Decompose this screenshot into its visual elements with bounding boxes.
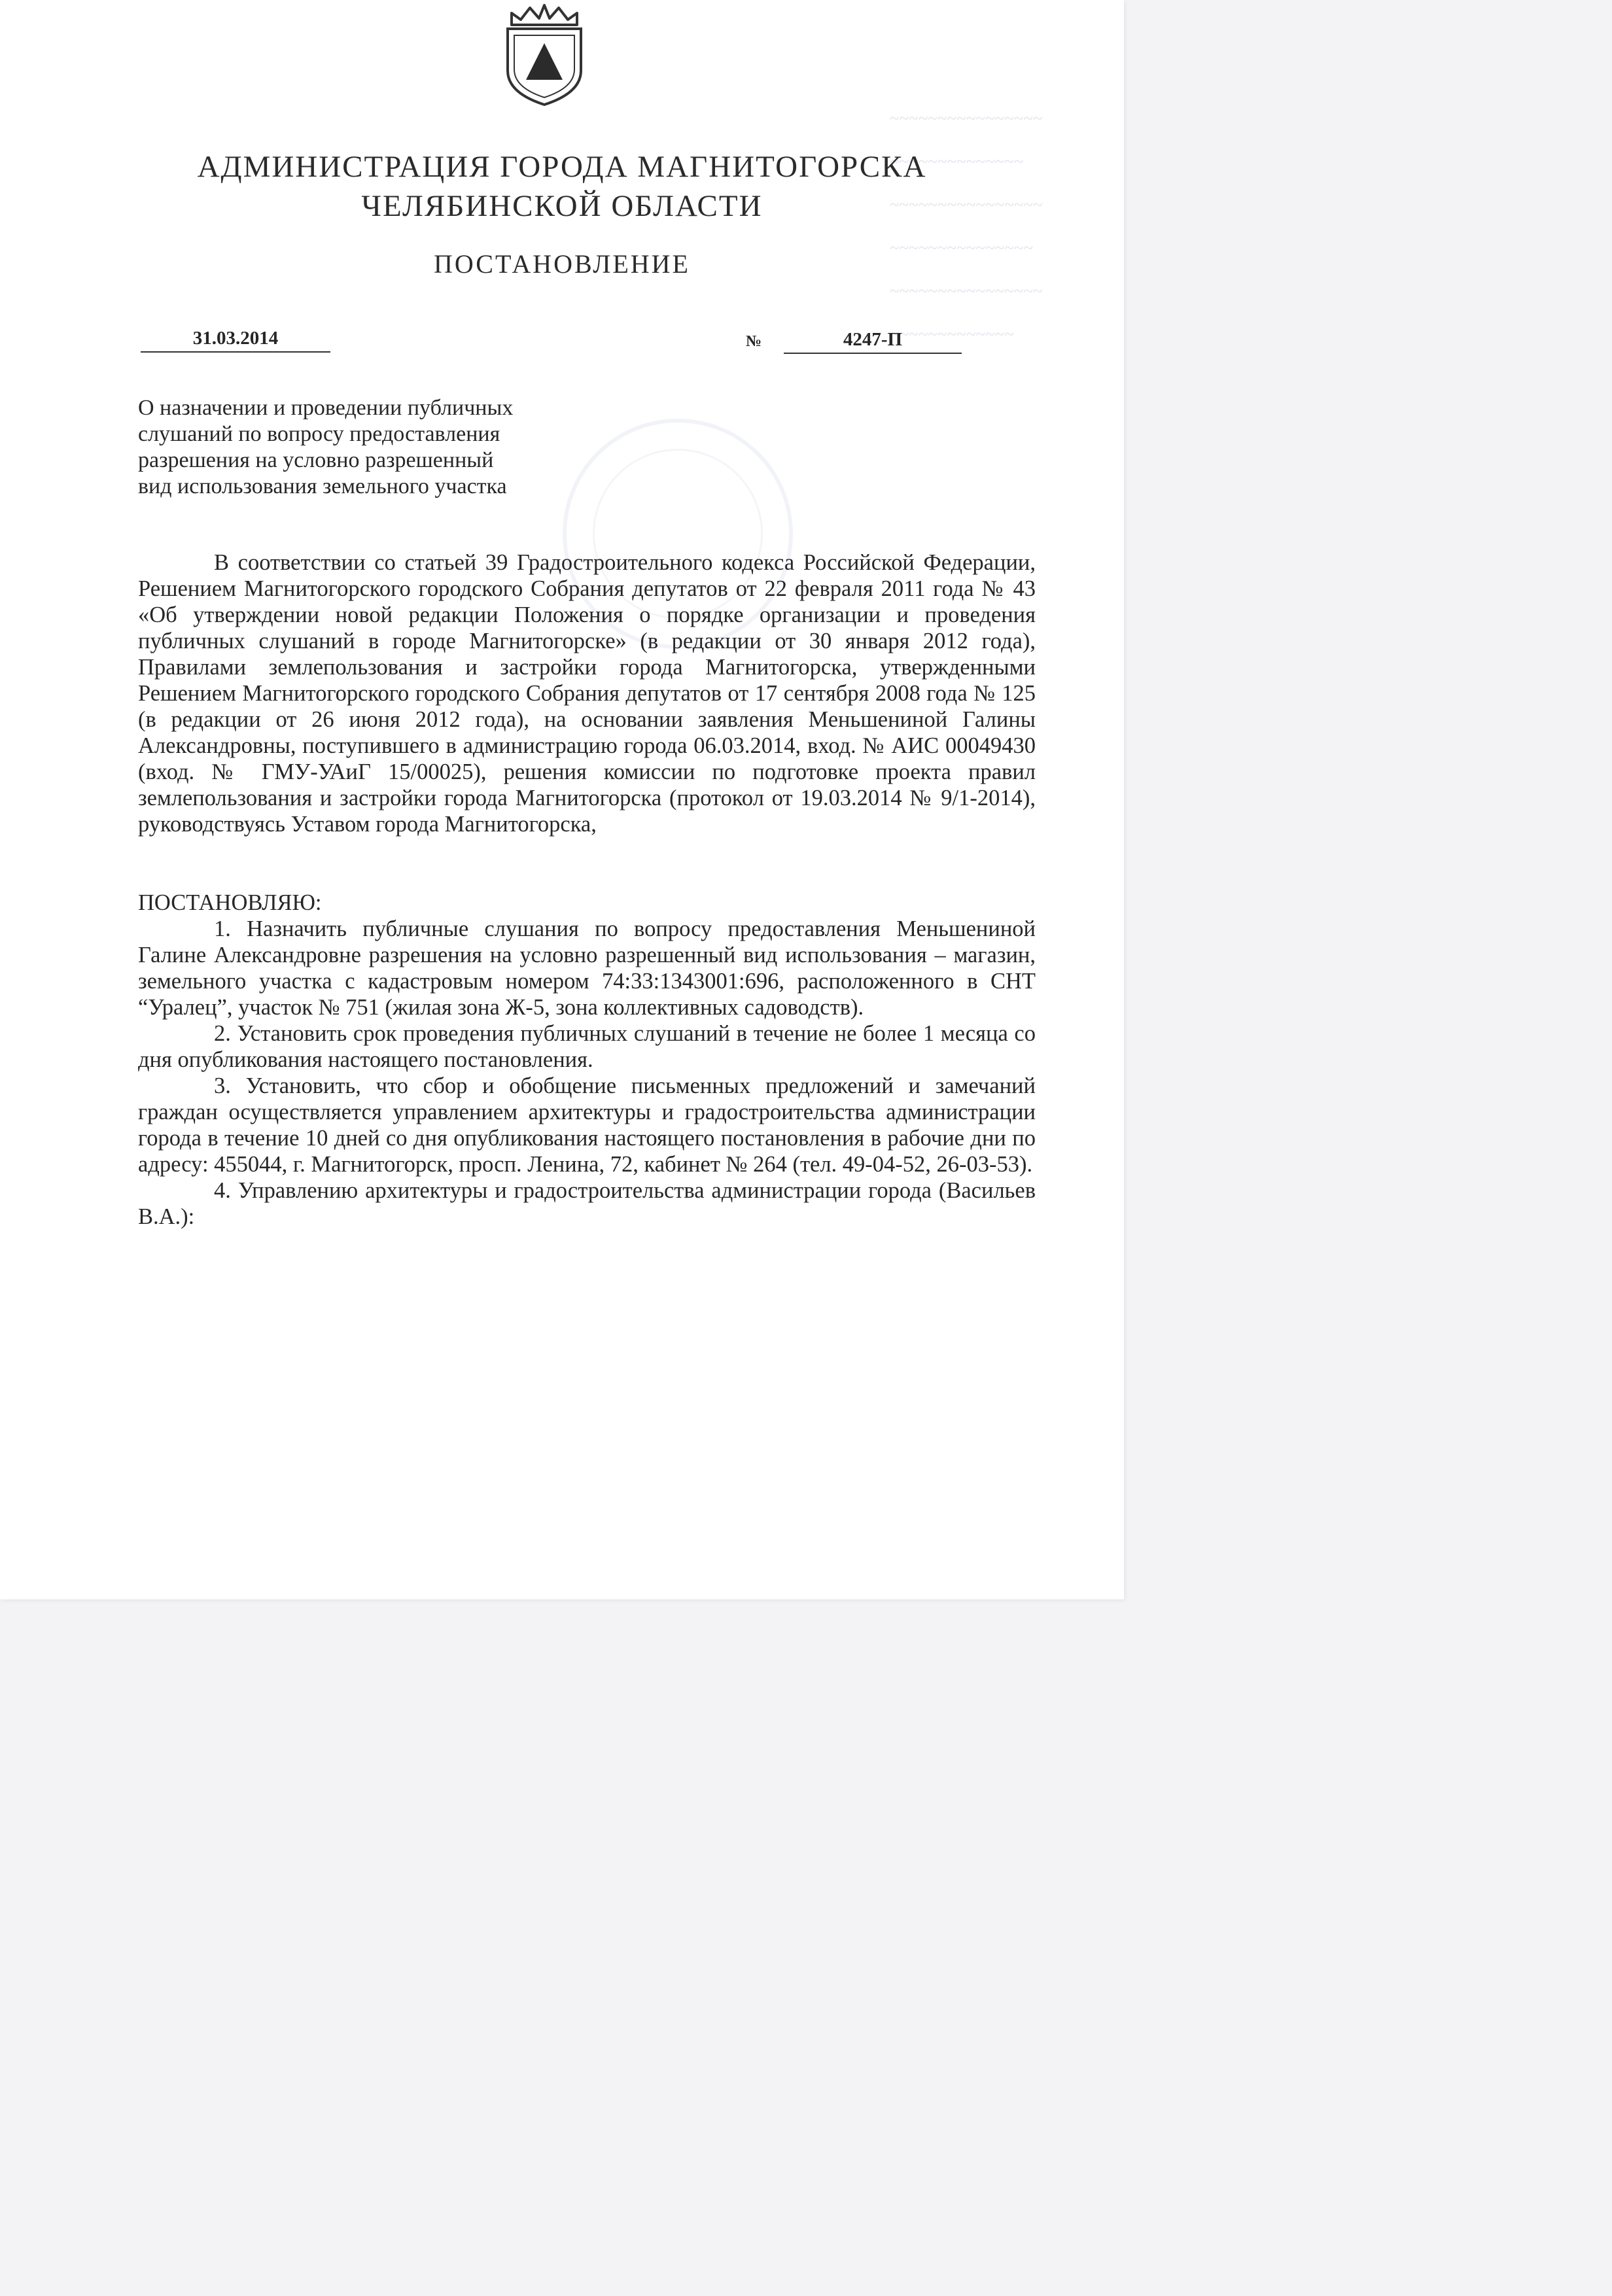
decree-item-4: 4. Управлению архитектуры и градостроительства администрации города (Васильев В.А.): <box>138 1178 1036 1229</box>
city-coat-of-arms-icon <box>492 3 597 107</box>
number-sign: № <box>746 333 762 350</box>
decree-heading: ПОСТАНОВЛЯЮ: <box>138 890 322 915</box>
subject-line: слушаний по вопросу предоставления <box>138 422 500 446</box>
decree-item-3: 3. Установить, что сбор и обобщение письменных предложений и замечаний граждан осуществляется управлением архитектуры и градостроительства администрации города в течение 10 дней со дня опубликования настоящего постановления в рабочие дни по адресу: 455044, г. Магнитогорск, просп. Ленина, 72, кабинет № 264 (тел. 49-04-52, 26-03-53). <box>138 1073 1036 1177</box>
reverse-side-bleed-through: ~~~~~~~~~~~~~~~~ ~~~~~~~~~~~~~~ ~~~~~~~~~~~~~~~~ ~~~~~~~~~~~~~~~ ~~~~~~~~~~~~~~~~ ~~~~~~~~~~~~~ <box>890 109 1043 344</box>
document-subject <box>138 395 609 500</box>
document-number: 4247-П <box>784 326 962 354</box>
document-date: 31.03.2014 <box>141 325 330 353</box>
subject-line: разрешения на условно разрешенный <box>138 448 494 472</box>
preamble-paragraph: В соответствии со статьей 39 Градостроительного кодекса Российской Федерации, Решением Магнитогорского городского Собрания депутатов от 22 февраля 2011 года № 43 «Об утверждении новой редакции Положения о порядке организации и проведения публичных слушаний в городе Магнитогорске» (в редакции от 30 января 2012 года), Правилами землепользования и застройки города Магнитогорска, утвержденными Решением Магнитогорского городского Собрания депутатов от 17 сентября 2008 года № 125 (в редакции от 26 июня 2012 года), на основании заявления Меньшениной Галины Александровны, поступившего в администрацию города 06.03.2014, вход. № АИС 00049430 (вход. № ГМУ-УАиГ 15/00025), решения комиссии по подготовке проекта правил землепользования и застройки города Магнитогорска (протокол от 19.03.2014 № 9/1-2014), руководствуясь Уставом города Магнитогорска, <box>138 550 1036 837</box>
organization-region: ЧЕЛЯБИНСКОЙ ОБЛАСТИ <box>361 189 763 223</box>
decree-item-2: 2. Установить срок проведения публичных слушаний в течение не более 1 месяца со дня опубликования настоящего постановления. <box>138 1021 1036 1072</box>
subject-line: О назначении и проведении публичных <box>138 396 514 420</box>
document-number-block <box>746 326 962 354</box>
decree-item-1: 1. Назначить публичные слушания по вопросу предоставления Меньшениной Галине Александровне разрешения на условно разрешенный вид использования – магазин, земельного участка с кадастровым номером 74:33:1343001:696, расположенного в СНТ “Уралец”, участок № 751 (жилая зона Ж-5, зона коллективных садоводств). <box>138 916 1036 1020</box>
document-body <box>138 549 1036 1230</box>
document-page <box>0 0 1124 1599</box>
organization-name: АДМИНИСТРАЦИЯ ГОРОДА МАГНИТОГОРСКА <box>197 150 927 184</box>
document-type-title: ПОСТАНОВЛЕНИЕ <box>434 249 690 279</box>
subject-line: вид использования земельного участка <box>138 474 507 498</box>
